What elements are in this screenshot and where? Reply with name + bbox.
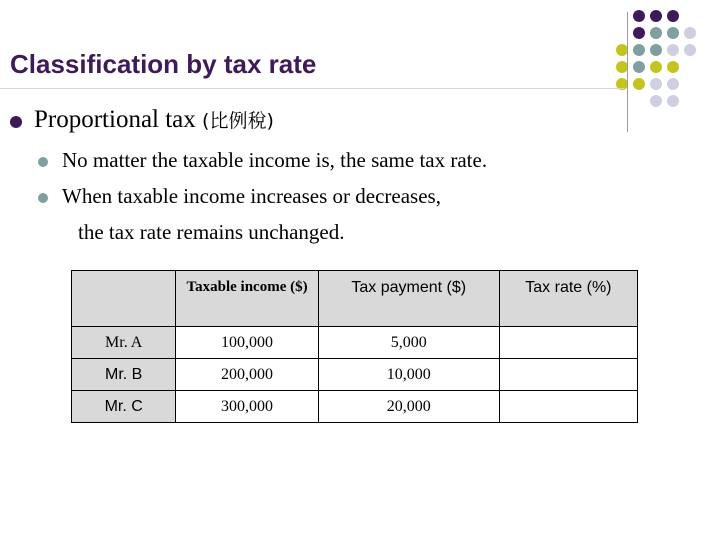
bullet-same-rate: [38, 148, 487, 173]
sub-bullet-dot-icon: [38, 193, 48, 203]
bullet-continuation: the tax rate remains unchanged.: [78, 220, 345, 244]
sub-bullet-dot-icon: [38, 157, 48, 167]
decorative-dot: [633, 10, 645, 22]
decorative-dot: [650, 95, 662, 107]
table-row: [72, 327, 638, 359]
decorative-dot: [650, 61, 662, 73]
table-row: [72, 391, 638, 423]
header-cell-tax-payment: Tax payment ($): [318, 271, 499, 327]
row-label-cell: Mr. A: [72, 327, 176, 359]
table-row: [72, 359, 638, 391]
rate-cell: [499, 359, 637, 391]
bullet-proportional-tax: [10, 106, 274, 134]
payment-cell: 20,000: [318, 391, 499, 423]
rate-cell: [499, 327, 637, 359]
decorative-dot: [633, 78, 645, 90]
income-cell: 200,000: [176, 359, 318, 391]
bullet-text: No matter the taxable income is, the same tax rate.: [62, 148, 488, 172]
income-cell: 100,000: [176, 327, 318, 359]
income-cell: 300,000: [176, 391, 318, 423]
bullet-rate-unchanged: [38, 184, 441, 209]
decorative-dot: [650, 10, 662, 22]
decorative-dot: [633, 27, 645, 39]
decorative-dot: [633, 61, 645, 73]
bullet-text: Proportional tax (比例稅): [34, 106, 274, 133]
decorative-dot: [667, 44, 679, 56]
decorative-dot: [650, 44, 662, 56]
bullet-dot-icon: [10, 116, 22, 128]
decorative-dot: [667, 10, 679, 22]
decorative-dot: [667, 78, 679, 90]
payment-cell: 5,000: [318, 327, 499, 359]
bullet-text: When taxable income increases or decreases,: [62, 184, 441, 208]
tax-table: [71, 270, 638, 423]
decorative-dot: [667, 27, 679, 39]
decorative-dot: [684, 44, 696, 56]
decorative-dot: [667, 61, 679, 73]
decorative-dot: [650, 78, 662, 90]
payment-cell: 10,000: [318, 359, 499, 391]
row-label-cell: Mr. B: [72, 359, 176, 391]
decorative-dot: [650, 27, 662, 39]
header-cell-taxable-income: Taxable income ($): [176, 271, 318, 327]
header-cell-tax-rate: Tax rate (%): [499, 271, 637, 327]
decorative-dot-grid: [616, 10, 716, 120]
slide-title: Classification by tax rate: [10, 49, 317, 79]
decorative-vertical-line: [627, 12, 628, 132]
decorative-dot: [633, 44, 645, 56]
rate-cell: [499, 391, 637, 423]
header-cell-blank: [72, 271, 176, 327]
row-label-cell: Mr. C: [72, 391, 176, 423]
decorative-dot: [684, 27, 696, 39]
table-header-row: [72, 271, 638, 327]
title-divider: [0, 88, 624, 89]
decorative-dot: [667, 95, 679, 107]
